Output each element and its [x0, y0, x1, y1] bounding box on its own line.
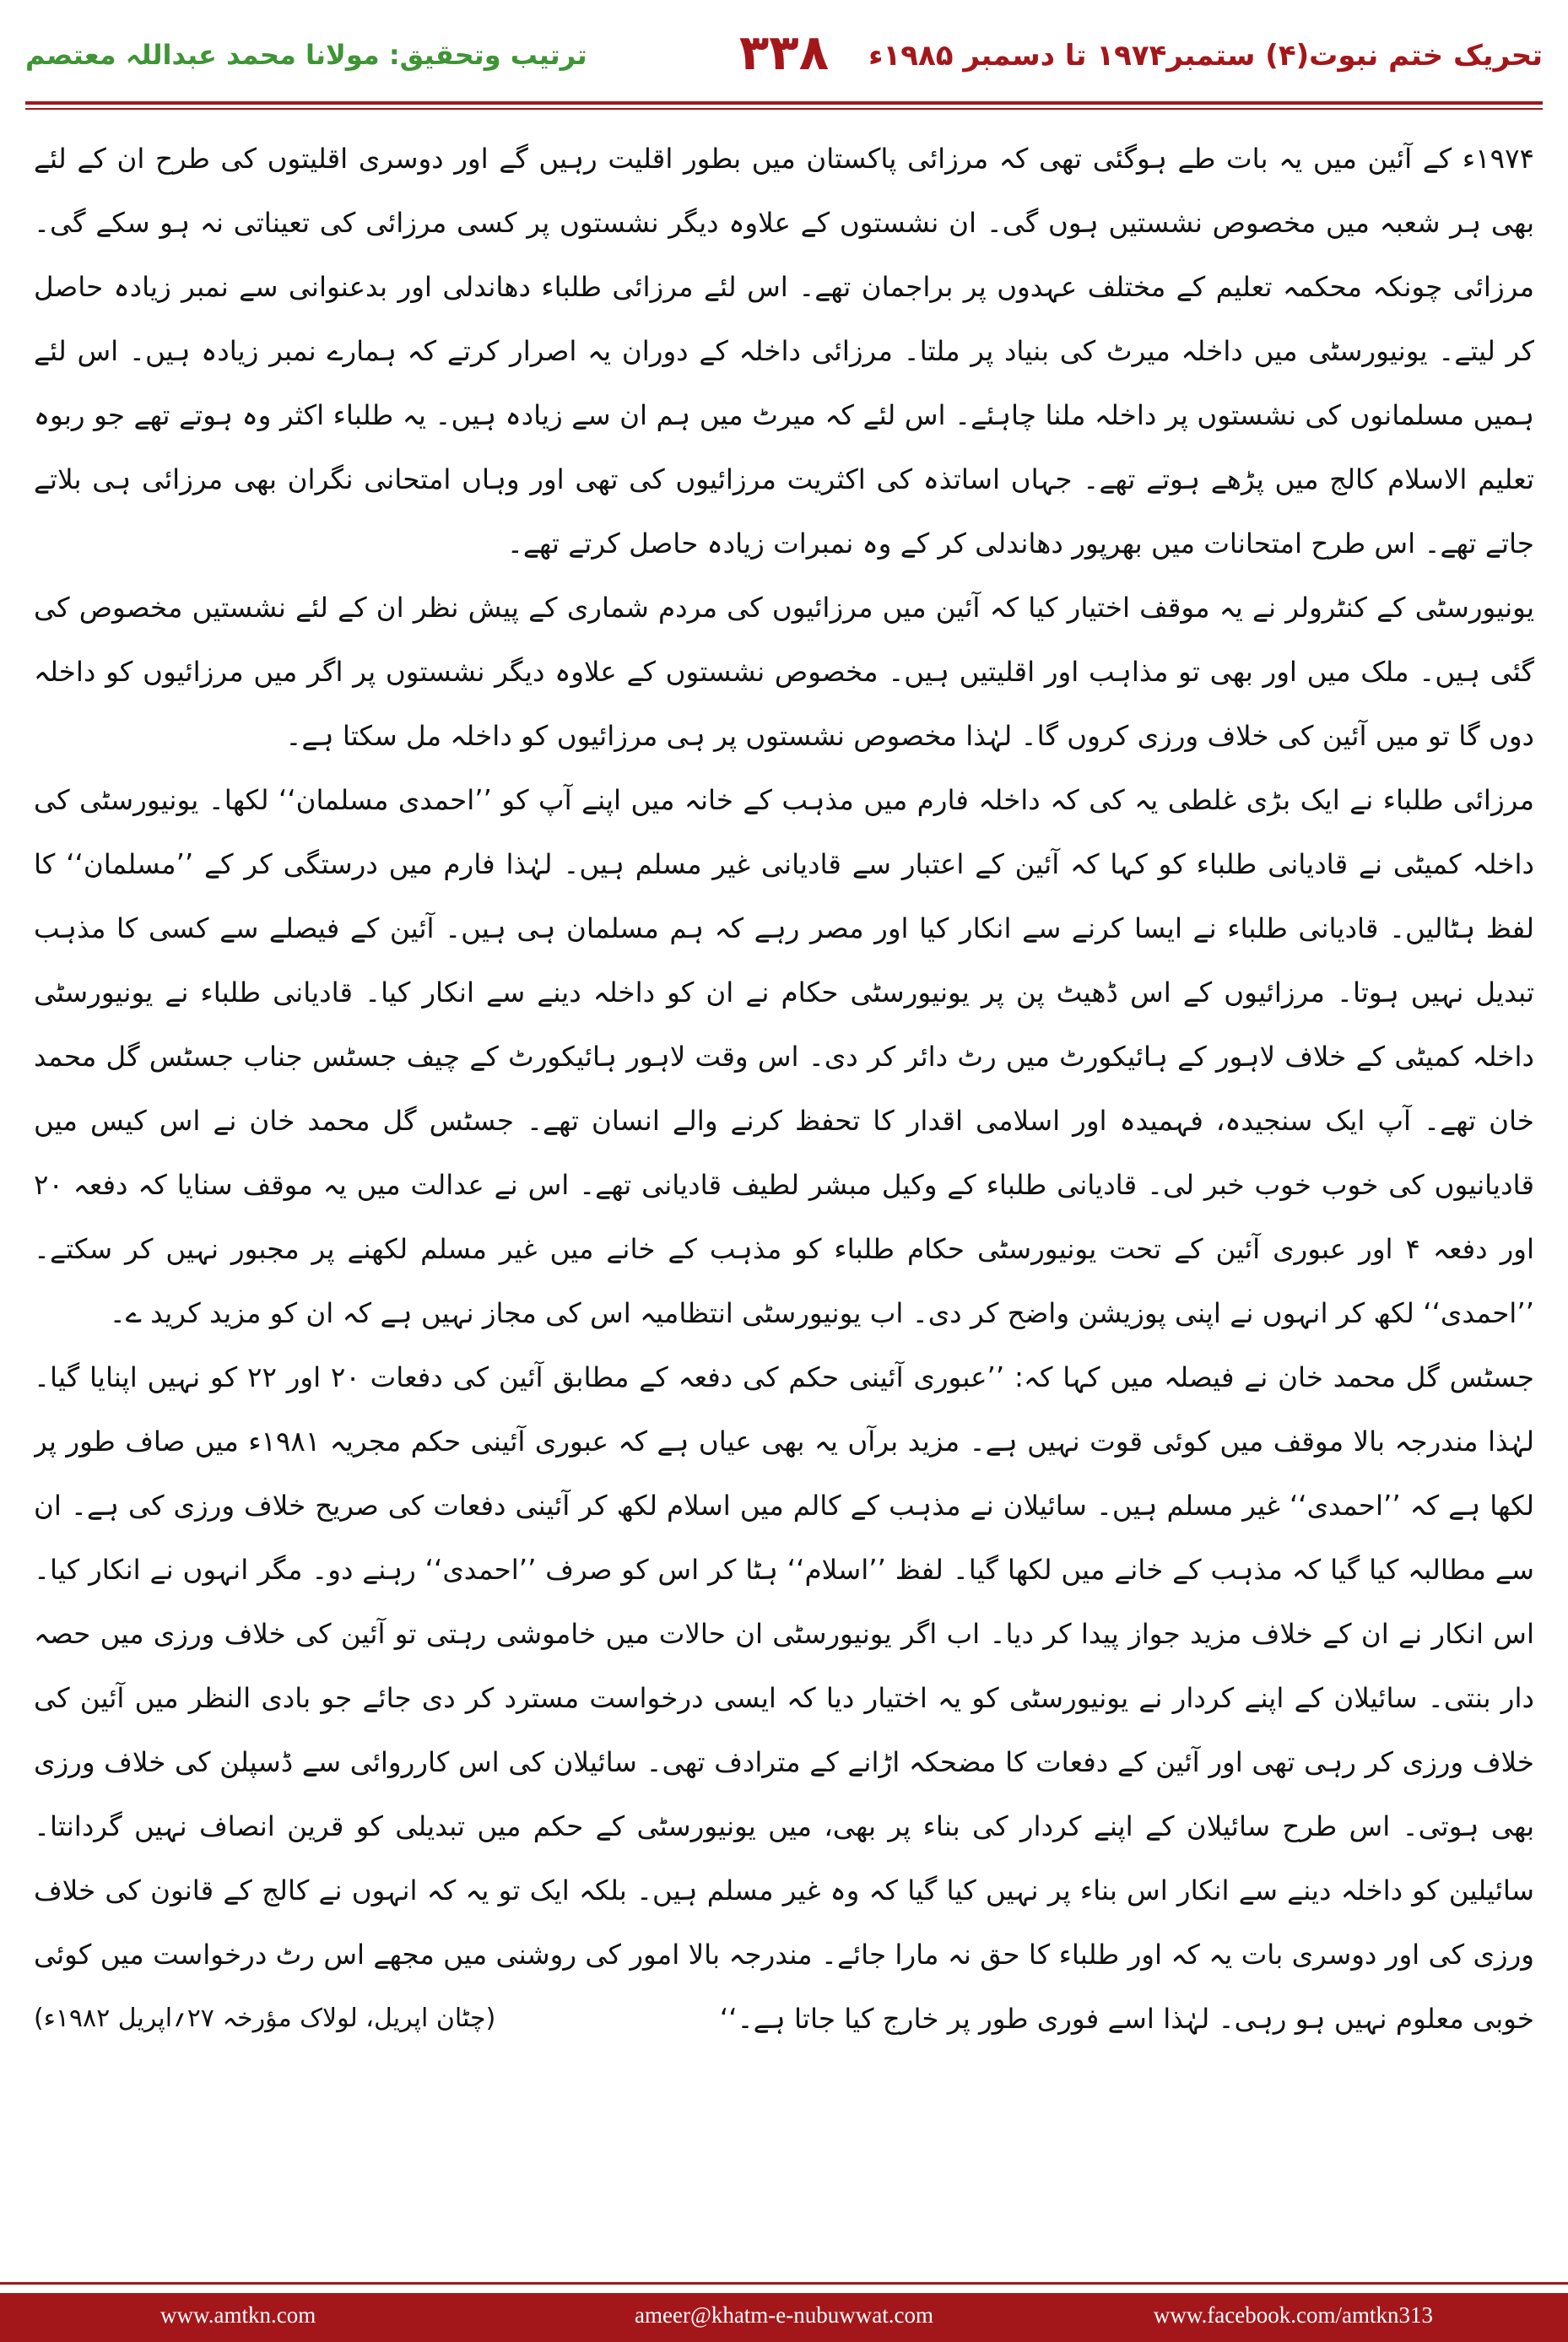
source-citation: (چٹان اپریل، لولاک مؤرخہ ۲۷؍اپریل ۱۹۸۲ء)	[34, 2004, 496, 2033]
email-link[interactable]: ameer@khatm-e-nubuwwat.com	[635, 2302, 933, 2328]
footer-divider	[0, 2282, 1568, 2293]
page-number: ۳۳۸	[738, 24, 830, 81]
website-link[interactable]: www.amtkn.com	[160, 2302, 316, 2328]
series-title: تحریک ختم نبوت(۴) ستمبر۱۹۷۴ تا دسمبر ۱۹۸۵ء	[868, 39, 1543, 73]
page-footer	[0, 2293, 1568, 2342]
article-body	[34, 127, 1534, 2186]
paragraph-controller: یونیورسٹی کے کنٹرولر نے یہ موقف اختیار کیا کہ آئین میں مرزائیوں کی مردم شماری کے پیش نظر ان کے لئے نشستیں مخصوص کی گئی ہیں۔ ملک میں اور بھی تو مذاہب اور اقلیتیں ہیں۔ مخصوص نشستوں کے علاوہ دیگر نشستوں پر اگر میں مرزائیوں کو داخلہ دوں گا تو میں آئین کی خلاف ورزی کروں گا۔ لہٰذا مخصوص نشستوں پر ہی مرزائیوں کو داخلہ مل سکتا ہے۔	[34, 592, 1534, 752]
header-divider	[25, 101, 1543, 110]
facebook-link[interactable]: www.facebook.com/amtkn313	[1153, 2302, 1433, 2328]
paragraph-judgement	[34, 1345, 1534, 2051]
paragraph-constitution: ۱۹۷۴ء کے آئین میں یہ بات طے ہوگئی تھی کہ مرزائی پاکستان میں بطور اقلیت رہیں گے اور دوسری اقلیتوں کی طرح ان کے لئے بھی ہر شعبہ میں مخصوص نشستیں ہوں گی۔ ان نشستوں کے علاوہ دیگر نشستوں پر کسی مرزائی کی تعیناتی نہ ہو سکے گی۔ مرزائی چونکہ محکمہ تعلیم کے مختلف عہدوں پر براجمان تھے۔ اس لئے مرزائی طلباء دھاندلی اور بدعنوانی سے نمبر زیادہ حاصل کر لیتے۔ یونیورسٹی میں داخلہ میرٹ کی بنیاد پر ملتا۔ مرزائی داخلہ کے دوران یہ اصرار کرتے کہ ہمارے نمبر زیادہ ہیں۔ اس لئے ہمیں مسلمانوں کی نشستوں پر داخلہ ملنا چاہئے۔ اس لئے کہ میرٹ میں ہم ان سے زیادہ ہیں۔ یہ طلباء اکثر وہ ہوتے تھے جو ربوہ تعلیم الاسلام کالج میں پڑھے ہوتے تھے۔ جہاں اساتذہ کی اکثریت مرزائیوں کی تھی اور وہاں امتحانی نگران بھی مرزائی ہی بلاتے جاتے تھے۔ اس طرح امتحانات میں بھرپور دھاندلی کر کے وہ نمبرات زیادہ حاصل کرتے تھے۔	[34, 143, 1534, 560]
paragraph-admission-form: مرزائی طلباء نے ایک بڑی غلطی یہ کی کہ داخلہ فارم میں مذہب کے خانہ میں اپنے آپ کو ’’احمدی مسلمان‘‘ لکھا۔ یونیورسٹی کی داخلہ کمیٹی نے قادیانی طلباء کو کہا کہ آئین کے اعتبار سے قادیانی غیر مسلم ہیں۔ لہٰذا فارم میں درستگی کر کے ’’مسلمان‘‘ کا لفظ ہٹالیں۔ قادیانی طلباء نے ایسا کرنے سے انکار کیا اور مصر رہے کہ ہم مسلمان ہی ہیں۔ آئین کے فیصلے سے کسی کا مذہب تبدیل نہیں ہوتا۔ مرزائیوں کے اس ڈھیٹ پن پر یونیورسٹی حکام نے ان کو داخلہ دینے سے انکار کیا۔ قادیانی طلباء نے یونیورسٹی داخلہ کمیٹی کے خلاف لاہور کے ہائیکورٹ میں رٹ دائر کر دی۔ اس وقت لاہور ہائیکورٹ کے چیف جسٹس جناب جسٹس گل محمد خان تھے۔ آپ ایک سنجیدہ، فہمیدہ اور اسلامی اقدار کا تحفظ کرنے والے انسان تھے۔ جسٹس گل محمد خان نے اس کیس میں قادیانیوں کی خوب خوب خبر لی۔ قادیانی طلباء کے وکیل مبشر لطیف قادیانی تھے۔ اس نے عدالت میں یہ موقف سنایا کہ دفعہ ۲۰ اور دفعہ ۴ اور عبوری آئین کے تحت یونیورسٹی حکام طلباء کو مذہب کے خانے میں غیر مسلم لکھنے پر مجبور نہیں کر سکتے۔ ’’احمدی‘‘ لکھ کر انہوں نے اپنی پوزیشن واضح کر دی۔ اب یونیورسٹی انتظامیہ اس کی مجاز نہیں ہے کہ ان کو مزید کرید ے۔	[34, 784, 1534, 1329]
judgement-text: جسٹس گل محمد خان نے فیصلہ میں کہا کہ: ’’عبوری آئینی حکم کی دفعہ کے مطابق آئین کی دفعات ۲۰ اور ۲۲ کو نہیں اپنایا گیا۔ لہٰذا مندرجہ بالا موقف میں کوئی قوت نہیں ہے۔ مزید برآں یہ بھی عیاں ہے کہ عبوری آئینی حکم مجریہ ۱۹۸۱ء میں صاف طور پر لکھا ہے کہ ’’احمدی‘‘ غیر مسلم ہیں۔ سائیلان نے مذہب کے کالم میں اسلام لکھ کر آئینی دفعات کی صریح خلاف ورزی کی ہے۔ ان سے مطالبہ کیا گیا کہ مذہب کے خانے میں لکھا گیا۔ لفظ ’’اسلام‘‘ ہٹا کر اس کو صرف ’’احمدی‘‘ رہنے دو۔ مگر انہوں نے انکار کیا۔ اس انکار نے ان کے خلاف مزید جواز پیدا کر دیا۔ اب اگر یونیورسٹی ان حالات میں خاموشی رہتی تو آئین کی خلاف ورزی میں حصہ دار بنتی۔ سائیلان کے اپنے کردار نے یونیورسٹی کو یہ اختیار دیا کہ ایسی درخواست مسترد کر دی جائے جو بادی النظر میں آئین کی خلاف ورزی کر رہی تھی اور آئین کے دفعات کا مضحکہ اڑانے کے مترادف تھی۔ سائیلان کی اس کارروائی سے ڈسپلن کی خلاف ورزی بھی ہوتی۔ اس طرح سائیلان کے اپنے کردار کی بناء پر بھی، میں یونیورسٹی کے حکم میں تبدیلی کو قرین انصاف نہیں گردانتا۔ سائیلین کو داخلہ دینے سے انکار اس بناء پر نہیں کیا گیا کہ وہ غیر مسلم ہیں۔ بلکہ ایک تو یہ کہ انہوں نے کالج کے قانون کی خلاف ورزی کی اور دوسری بات یہ کہ اور طلباء کا حق نہ مارا جائے۔ مندرجہ بالا امور کی روشنی میں مجھے اس رٹ درخواست میں کوئی خوبی معلوم نہیں ہو رہی۔ لہٰذا اسے فوری طور پر خارج کیا جاتا ہے۔‘‘	[34, 1361, 1534, 2035]
page-header	[25, 24, 1543, 100]
compiler-credit: ترتیب وتحقیق: مولانا محمد عبداللہ معتصم	[25, 39, 587, 71]
